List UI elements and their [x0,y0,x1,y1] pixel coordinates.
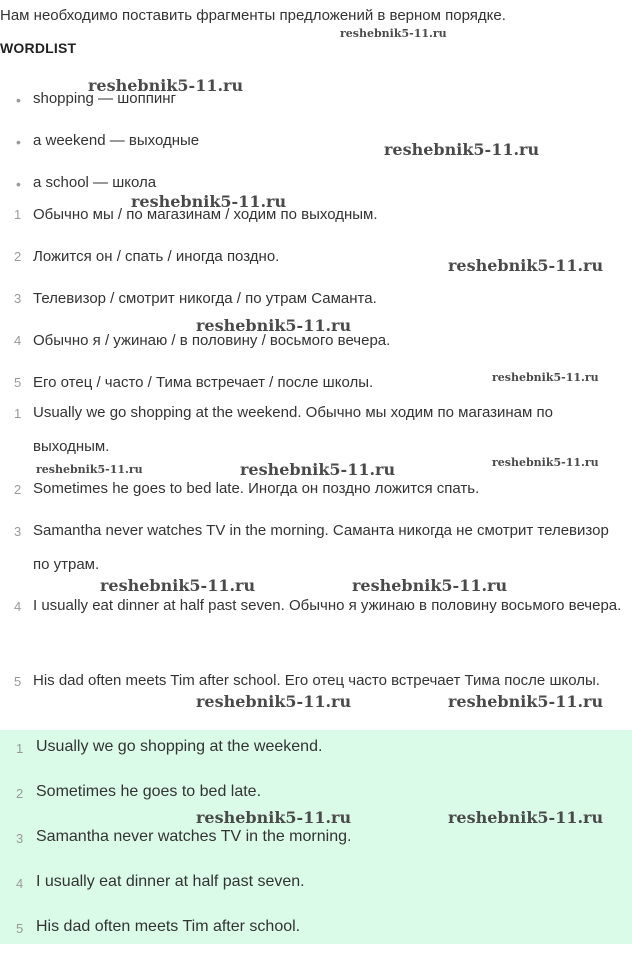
wordlist-item: a weekend — выходные [33,132,200,149]
watermark: reshebnik5-11.ru [384,140,540,159]
watermark: reshebnik5-11.ru [448,808,604,827]
watermark: reshebnik5-11.ru [88,76,244,95]
watermark: reshebnik5-11.ru [492,371,599,384]
wordlist-item: shopping — шоппинг [33,90,176,107]
answer-sentence: Sometimes he goes to bed late. Иногда он поздно ложится спать. [33,480,480,497]
item-number: 1 [16,741,24,756]
final-sentence: Samantha never watches TV in the morning. [36,828,352,845]
answer-sentence: I usually eat dinner at half past seven. Обычно я ужинаю в половину восьмого вечера. [33,597,622,614]
task-intro: Нам необходимо поставить фрагменты предложений в верном порядке. [0,7,506,24]
watermark: reshebnik5-11.ru [448,692,604,711]
item-number: 2 [16,786,24,801]
watermark: reshebnik5-11.ru [240,460,396,479]
item-number: 3 [14,291,22,306]
scrambled-sentence: Телевизор / смотрит никогда / по утрам Саманта. [33,290,377,307]
item-number: 3 [14,524,22,539]
bullet-icon: • [16,134,21,150]
wordlist-title: WORDLIST [0,40,77,56]
item-number: 1 [14,406,22,421]
final-sentence: His dad often meets Tim after school. [36,918,301,935]
answer-sentence: Usually we go shopping at the weekend. Обычно мы ходим по магазинам по выходным. [33,404,553,455]
item-number: 2 [14,249,22,264]
answer-sentence: Samantha never watches TV in the morning. Саманта никогда не смотрит телевизор по утрам. [33,522,609,573]
watermark: reshebnik5-11.ru [100,576,256,595]
item-number: 5 [14,375,22,390]
bullet-icon: • [16,92,21,108]
scrambled-sentence: Ложится он / спать / иногда поздно. [33,248,280,265]
watermark: reshebnik5-11.ru [131,192,287,211]
watermark: reshebnik5-11.ru [340,27,447,40]
item-number: 4 [14,599,22,614]
wordlist-item: a school — школа [33,174,157,191]
answer-box [0,730,632,944]
scrambled-sentence: Обычно мы / по магазинам / ходим по выходным. [33,206,378,223]
watermark: reshebnik5-11.ru [448,256,604,275]
answer-sentence: His dad often meets Tim after school. Его отец часто встречает Тима после школы. [33,672,600,689]
item-number: 3 [16,831,24,846]
watermark: reshebnik5-11.ru [492,456,599,469]
final-sentence: Sometimes he goes to bed late. [36,783,262,800]
item-number: 5 [14,674,22,689]
scrambled-sentence: Его отец / часто / Тима встречает / после школы. [33,374,374,391]
watermark: reshebnik5-11.ru [196,316,352,335]
watermark: reshebnik5-11.ru [196,808,352,827]
watermark: reshebnik5-11.ru [352,576,508,595]
item-number: 4 [14,333,22,348]
item-number: 1 [14,207,22,222]
bullet-icon: • [16,176,21,192]
final-sentence: Usually we go shopping at the weekend. [36,738,323,755]
final-sentence: I usually eat dinner at half past seven. [36,873,305,890]
watermark: reshebnik5-11.ru [196,692,352,711]
scrambled-sentence: Обычно я / ужинаю / в половину / восьмого вечера. [33,332,391,349]
item-number: 5 [16,921,24,936]
item-number: 2 [14,482,22,497]
item-number: 4 [16,876,24,891]
watermark: reshebnik5-11.ru [36,463,143,476]
